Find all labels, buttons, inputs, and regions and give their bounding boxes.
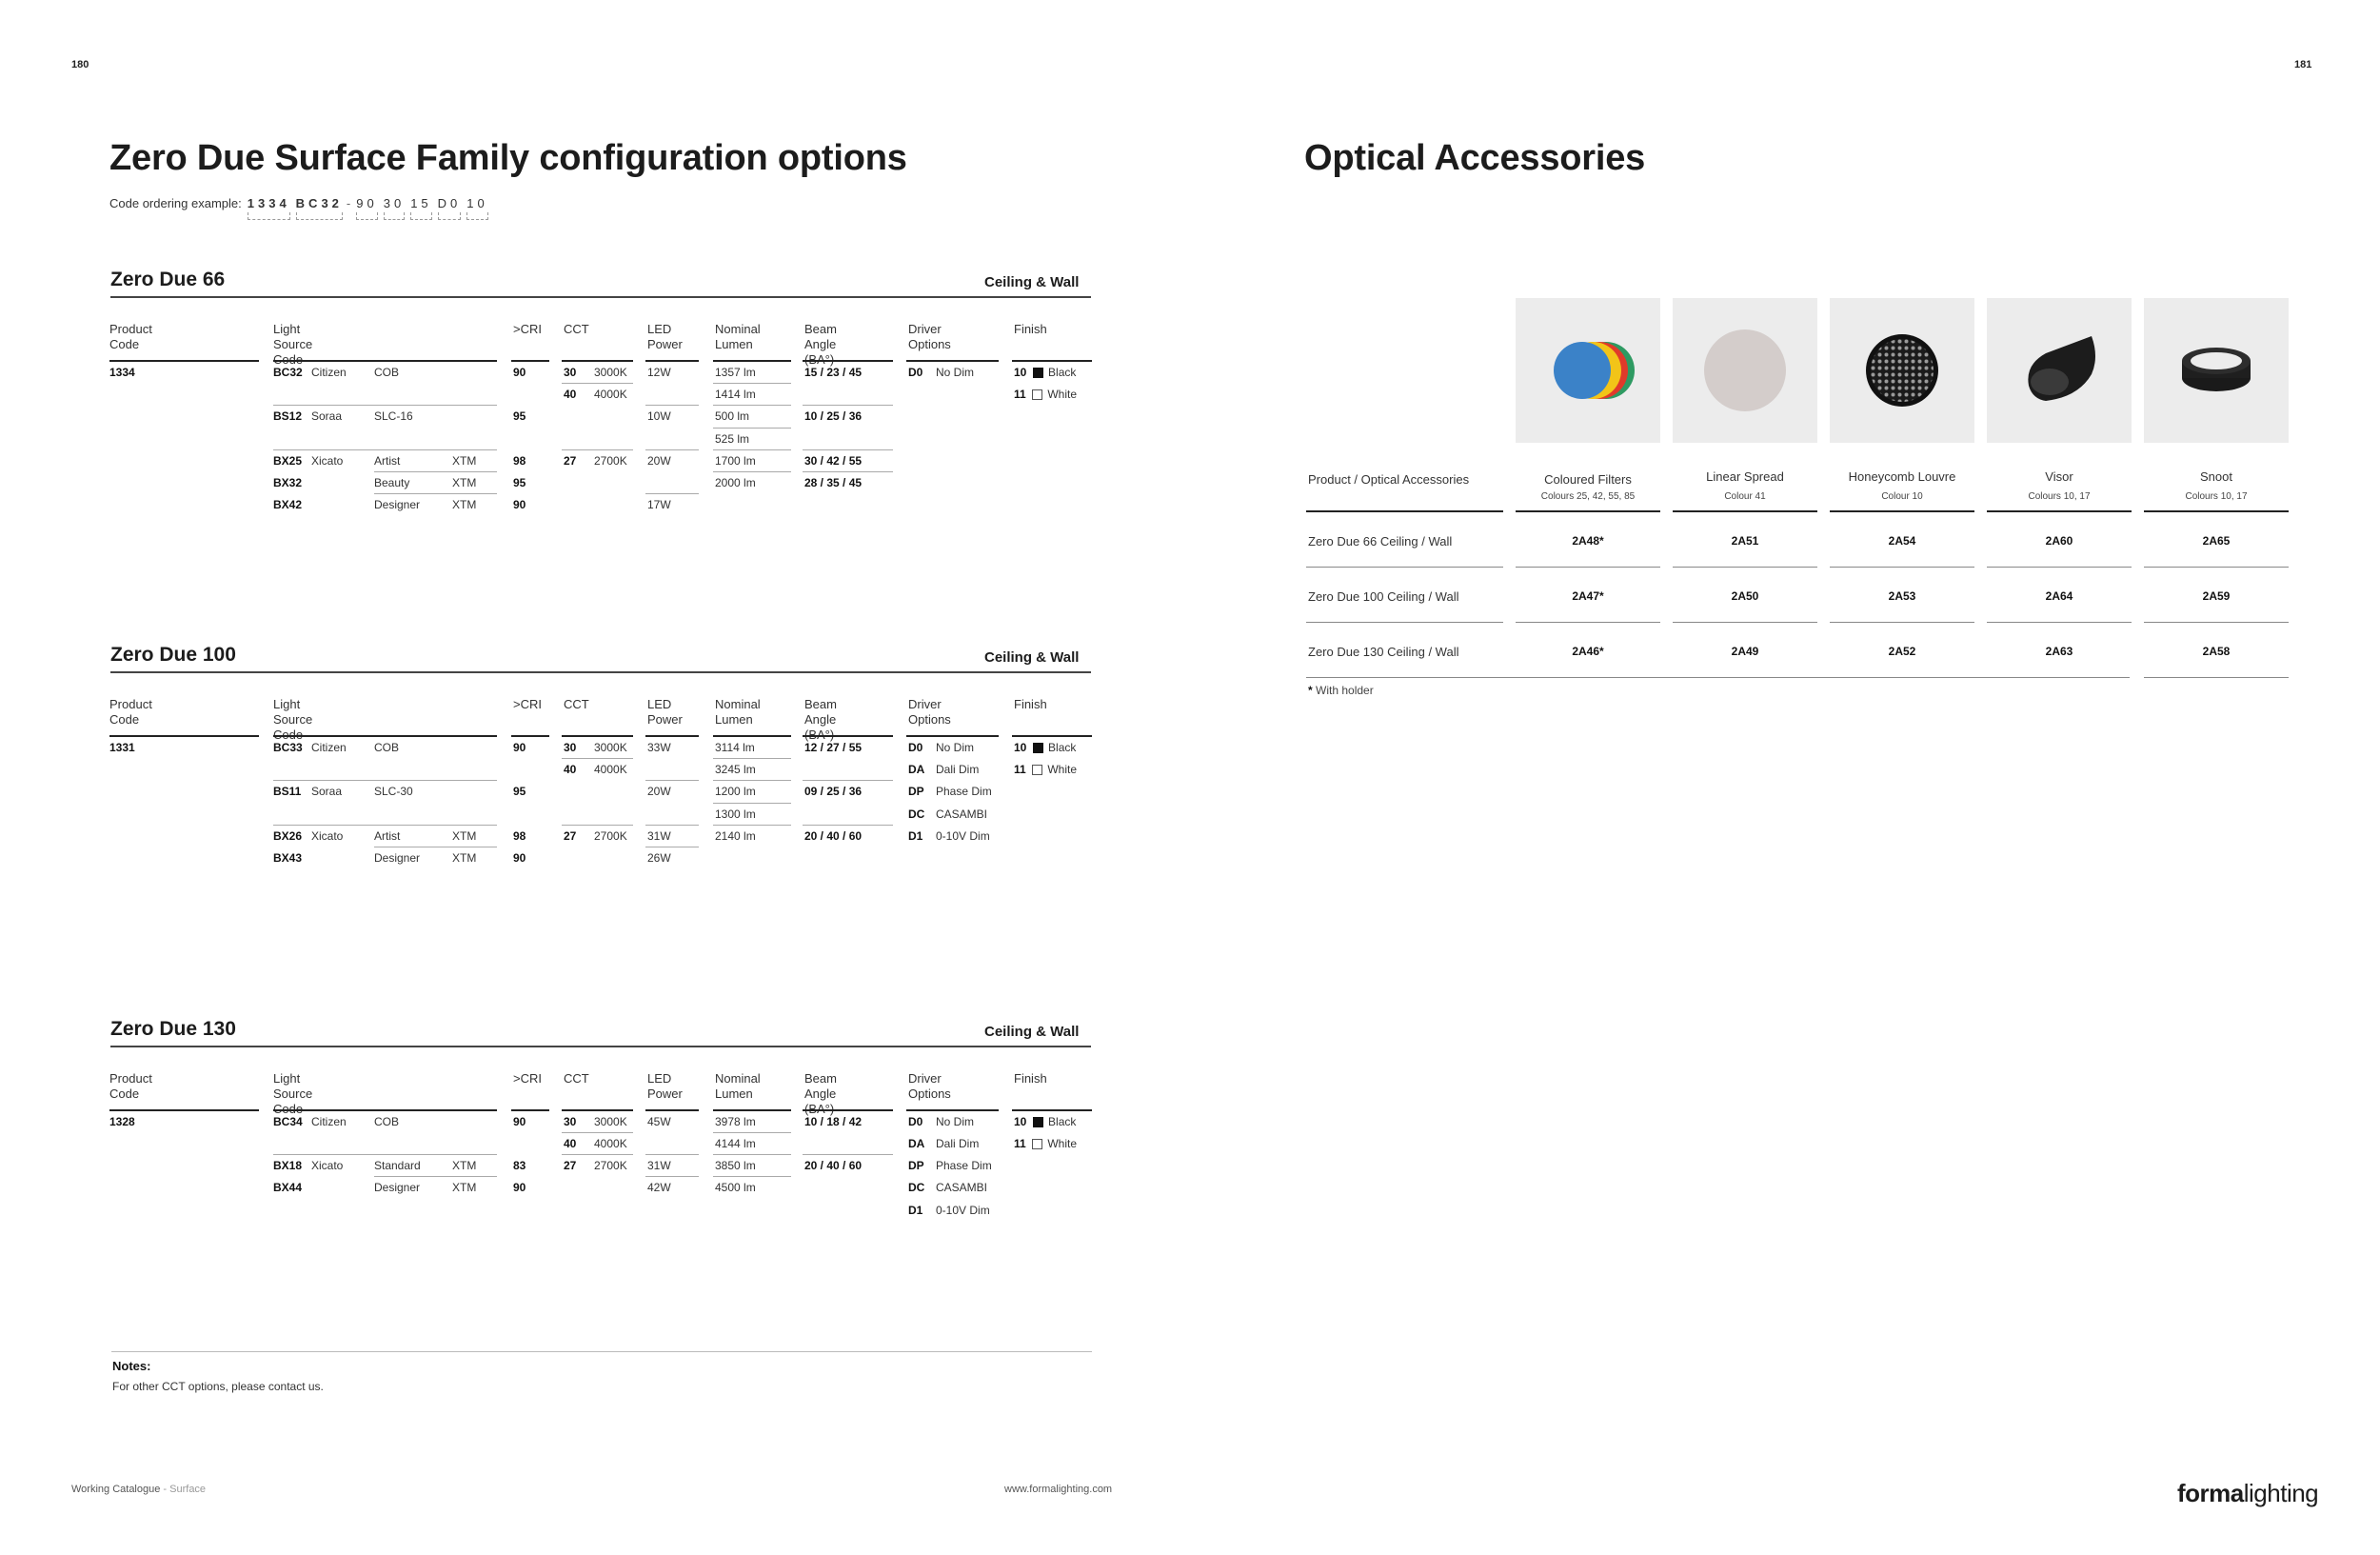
col-header: >CRI (513, 322, 542, 336)
nominal-lumen: 3245 lm (715, 763, 756, 776)
accessory-code: 2A65 (2202, 534, 2231, 548)
accessory-code: 2A48* (1572, 534, 1604, 548)
col-header: Light Source (273, 322, 313, 351)
col-header: CCT (564, 1071, 589, 1086)
section-subtitle: Ceiling & Wall (984, 649, 1080, 666)
black-swatch-icon (1033, 743, 1043, 753)
accessory-name: Honeycomb Louvre (1848, 469, 1956, 484)
cri-value: 90 (513, 741, 526, 754)
led-power: 20W (647, 785, 671, 798)
beam-angle: 09 / 25 / 36 (804, 785, 863, 798)
cct-value: 2700K (594, 829, 627, 843)
nominal-lumen: 1414 lm (715, 388, 756, 401)
cri-value: 83 (513, 1159, 526, 1172)
section-title: Zero Due 66 (110, 269, 226, 290)
col-header: Beam Angle (804, 697, 837, 727)
col-header: Nominal Lumen (715, 322, 761, 351)
footer-catalogue: Working Catalogue - Surface (71, 1484, 207, 1495)
light-source-type: COB (374, 366, 400, 379)
cri-value: 95 (513, 476, 526, 489)
honeycomb-louvre-image (1830, 298, 1974, 443)
visor-image (1987, 298, 2132, 443)
light-source-type: Beauty (374, 476, 410, 489)
light-source-code: BS12 (273, 409, 303, 423)
beam-angle: 28 / 35 / 45 (804, 476, 863, 489)
accessories-row-header: Product / Optical Accessories (1308, 472, 1470, 487)
white-swatch-icon (1032, 765, 1042, 775)
accessory-code: 2A52 (1888, 645, 1916, 658)
driver-name: Dali Dim (936, 763, 980, 776)
col-header: Nominal Lumen (715, 697, 761, 727)
code-group: D0 (438, 196, 462, 220)
accessory-colours: Colours 10, 17 (2185, 491, 2248, 502)
led-power: 17W (647, 498, 671, 511)
page-number-right: 181 (2294, 59, 2312, 70)
nominal-lumen: 2000 lm (715, 476, 756, 489)
section-title: Zero Due 100 (110, 644, 236, 666)
accessory-code: 2A64 (2045, 589, 2073, 603)
cri-value: 90 (513, 498, 526, 511)
driver-code: DA (908, 1137, 925, 1150)
light-source-variant: XTM (452, 1181, 477, 1194)
cct-value: 2700K (594, 1159, 627, 1172)
light-source-brand: Xicato (311, 454, 344, 468)
white-swatch-icon (1032, 1139, 1042, 1149)
product-code: 1334 (109, 366, 135, 379)
led-power: 31W (647, 1159, 671, 1172)
light-source-code: BX26 (273, 829, 303, 843)
accessory-row-label: Zero Due 66 Ceiling / Wall (1308, 534, 1453, 548)
code-group: 1334 (248, 196, 290, 220)
brand-logo: formalighting (2177, 1479, 2319, 1507)
footnote: * With holder (1308, 684, 1374, 697)
light-source-type: Designer (374, 498, 421, 511)
product-code: 1331 (109, 741, 135, 754)
light-source-brand: Xicato (311, 1159, 344, 1172)
cct-code: 27 (564, 1159, 577, 1172)
beam-angle: 10 / 25 / 36 (804, 409, 863, 423)
cri-value: 98 (513, 454, 526, 468)
driver-name: 0-10V Dim (936, 1204, 990, 1217)
light-source-variant: XTM (452, 454, 477, 468)
led-power: 26W (647, 851, 671, 865)
col-header: LED Power (647, 1071, 683, 1101)
light-source-brand: Citizen (311, 366, 347, 379)
light-source-brand: Soraa (311, 409, 343, 423)
col-header: Beam Angle (804, 322, 837, 351)
finish-option: 11 White (1014, 388, 1078, 401)
accessory-code: 2A63 (2045, 645, 2073, 658)
finish-option: 10 Black (1014, 1115, 1077, 1128)
accessory-name: Coloured Filters (1544, 472, 1632, 487)
light-source-code: BX42 (273, 498, 303, 511)
code-group: 30 (384, 196, 405, 220)
light-source-type: Artist (374, 454, 401, 468)
nominal-lumen: 3978 lm (715, 1115, 756, 1128)
col-header: Finish (1014, 1071, 1047, 1086)
driver-code: DC (908, 807, 925, 821)
accessory-code: 2A49 (1731, 645, 1759, 658)
accessory-name: Linear Spread (1706, 469, 1784, 484)
light-source-brand: Soraa (311, 785, 343, 798)
accessory-code: 2A59 (2202, 589, 2231, 603)
snoot-image (2144, 298, 2289, 443)
cri-value: 90 (513, 366, 526, 379)
driver-name: No Dim (936, 1115, 975, 1128)
light-source-code: BX44 (273, 1181, 303, 1194)
cct-value: 3000K (594, 1115, 627, 1128)
driver-code: DA (908, 763, 925, 776)
col-header: Driver Options (908, 322, 951, 351)
col-header: Driver Options (908, 1071, 951, 1101)
code-group: 15 (410, 196, 431, 220)
driver-name: Phase Dim (936, 785, 992, 798)
light-source-variant: XTM (452, 476, 477, 489)
light-source-code: BX43 (273, 851, 303, 865)
finish-option: 11 White (1014, 763, 1078, 776)
col-header: >CRI (513, 697, 542, 711)
light-source-variant: XTM (452, 829, 477, 843)
col-header: Product Code (109, 322, 152, 351)
notes-title: Notes: (112, 1359, 151, 1373)
led-power: 31W (647, 829, 671, 843)
nominal-lumen: 1357 lm (715, 366, 756, 379)
cri-value: 95 (513, 409, 526, 423)
beam-angle: 10 / 18 / 42 (804, 1115, 863, 1128)
page-title-left: Zero Due Surface Family configuration options (109, 138, 907, 178)
light-source-brand: Citizen (311, 741, 347, 754)
col-header: Beam Angle (804, 1071, 837, 1101)
accessory-colours: Colour 41 (1724, 491, 1766, 502)
cct-value: 3000K (594, 366, 627, 379)
accessory-row-label: Zero Due 130 Ceiling / Wall (1308, 645, 1459, 659)
nominal-lumen: 500 lm (715, 409, 750, 423)
driver-name: No Dim (936, 366, 975, 379)
white-swatch-icon (1032, 389, 1042, 400)
linear-spread-image (1673, 298, 1817, 443)
light-source-code: BX25 (273, 454, 303, 468)
driver-name: Dali Dim (936, 1137, 980, 1150)
section-subtitle: Ceiling & Wall (984, 1024, 1080, 1040)
light-source-type: COB (374, 741, 400, 754)
section-title: Zero Due 130 (110, 1018, 236, 1040)
col-header: CCT (564, 697, 589, 711)
driver-name: CASAMBI (936, 807, 988, 821)
driver-name: No Dim (936, 741, 975, 754)
cri-value: 90 (513, 851, 526, 865)
finish-option: 11 White (1014, 1137, 1078, 1150)
light-source-type: COB (374, 1115, 400, 1128)
col-header: Light Source (273, 697, 313, 727)
light-source-type: Standard (374, 1159, 421, 1172)
accessory-code: 2A58 (2202, 645, 2231, 658)
led-power: 20W (647, 454, 671, 468)
driver-code: D0 (908, 366, 923, 379)
code-ordering-example: Code ordering example: 1334 BC32 - 90 30 15 D0 10 (109, 196, 488, 220)
light-source-variant: XTM (452, 851, 477, 865)
page-number-left: 180 (71, 59, 89, 70)
cri-value: 90 (513, 1181, 526, 1194)
driver-code: D0 (908, 1115, 923, 1128)
light-source-code: BX32 (273, 476, 303, 489)
light-source-type: SLC-16 (374, 409, 413, 423)
accessory-code: 2A60 (2045, 534, 2073, 548)
beam-angle: 20 / 40 / 60 (804, 829, 863, 843)
light-source-brand: Citizen (311, 1115, 347, 1128)
black-swatch-icon (1033, 368, 1043, 378)
beam-angle: 30 / 42 / 55 (804, 454, 863, 468)
accessory-name: Visor (2045, 469, 2073, 484)
led-power: 42W (647, 1181, 671, 1194)
light-source-type: SLC-30 (374, 785, 413, 798)
code-group: 90 (356, 196, 377, 220)
light-source-variant: XTM (452, 1159, 477, 1172)
led-power: 10W (647, 409, 671, 423)
light-source-brand: Xicato (311, 829, 344, 843)
black-swatch-icon (1033, 1117, 1043, 1127)
light-source-type: Designer (374, 851, 421, 865)
accessory-row-label: Zero Due 100 Ceiling / Wall (1308, 589, 1459, 604)
accessory-colours: Colours 10, 17 (2028, 491, 2091, 502)
light-source-code: BC32 (273, 366, 303, 379)
driver-code: D1 (908, 1204, 923, 1217)
cri-value: 95 (513, 785, 526, 798)
nominal-lumen: 3114 lm (715, 741, 755, 754)
col-header: Product Code (109, 1071, 152, 1101)
code-group: BC32 (296, 196, 343, 220)
col-header: LED Power (647, 697, 683, 727)
col-header: LED Power (647, 322, 683, 351)
nominal-lumen: 2140 lm (715, 829, 756, 843)
code-group: 10 (466, 196, 487, 220)
cct-code: 40 (564, 763, 577, 776)
nominal-lumen: 1300 lm (715, 807, 756, 821)
led-power: 12W (647, 366, 671, 379)
cct-value: 3000K (594, 741, 627, 754)
cct-value: 4000K (594, 763, 627, 776)
cri-value: 98 (513, 829, 526, 843)
driver-code: D1 (908, 829, 923, 843)
accessory-code: 2A50 (1731, 589, 1759, 603)
beam-angle: 20 / 40 / 60 (804, 1159, 863, 1172)
accessory-name: Snoot (2200, 469, 2232, 484)
light-source-type: Artist (374, 829, 401, 843)
col-header: Driver Options (908, 697, 951, 727)
nominal-lumen: 1200 lm (715, 785, 756, 798)
cct-code: 27 (564, 454, 577, 468)
beam-angle: 12 / 27 / 55 (804, 741, 863, 754)
cri-value: 90 (513, 1115, 526, 1128)
cct-code: 30 (564, 366, 577, 379)
cct-value: 4000K (594, 1137, 627, 1150)
accessory-code: 2A51 (1731, 534, 1759, 548)
accessory-code: 2A53 (1888, 589, 1916, 603)
light-source-code: BS11 (273, 785, 302, 798)
cct-value: 2700K (594, 454, 627, 468)
led-power: 45W (647, 1115, 671, 1128)
col-header: >CRI (513, 1071, 542, 1086)
accessory-colours: Colours 25, 42, 55, 85 (1540, 491, 1636, 502)
page-title-right: Optical Accessories (1304, 138, 1646, 178)
col-header: CCT (564, 322, 589, 336)
light-source-type: Designer (374, 1181, 421, 1194)
notes-text: For other CCT options, please contact us. (112, 1380, 324, 1393)
driver-code: DP (908, 785, 924, 798)
light-source-code: BX18 (273, 1159, 303, 1172)
driver-code: D0 (908, 741, 923, 754)
nominal-lumen: 1700 lm (715, 454, 756, 468)
cct-code: 40 (564, 388, 577, 401)
cct-code: 30 (564, 741, 577, 754)
col-header: Product Code (109, 697, 152, 727)
driver-name: CASAMBI (936, 1181, 988, 1194)
cct-code: 27 (564, 829, 577, 843)
led-power: 33W (647, 741, 671, 754)
driver-code: DC (908, 1181, 925, 1194)
finish-option: 10 Black (1014, 741, 1077, 754)
section-subtitle: Ceiling & Wall (984, 274, 1080, 290)
footer-url[interactable]: www.formalighting.com (1004, 1484, 1113, 1495)
col-header: Nominal Lumen (715, 1071, 761, 1101)
accessory-code: 2A54 (1888, 534, 1916, 548)
coloured-filters-image (1516, 298, 1660, 443)
cct-value: 4000K (594, 388, 627, 401)
col-header: Light Source (273, 1071, 313, 1101)
cct-code: 30 (564, 1115, 577, 1128)
driver-name: 0-10V Dim (936, 829, 990, 843)
col-header: Finish (1014, 697, 1047, 711)
nominal-lumen: 3850 lm (715, 1159, 756, 1172)
light-source-variant: XTM (452, 498, 477, 511)
light-source-code: BC33 (273, 741, 303, 754)
nominal-lumen: 525 lm (715, 432, 750, 446)
col-header: Finish (1014, 322, 1047, 336)
light-source-code: BC34 (273, 1115, 303, 1128)
product-code: 1328 (109, 1115, 135, 1128)
nominal-lumen: 4144 lm (715, 1137, 756, 1150)
cct-code: 40 (564, 1137, 577, 1150)
nominal-lumen: 4500 lm (715, 1181, 756, 1194)
accessory-colours: Colour 10 (1881, 491, 1923, 502)
accessory-code: 2A47* (1572, 589, 1604, 603)
beam-angle: 15 / 23 / 45 (804, 366, 863, 379)
accessory-code: 2A46* (1572, 645, 1604, 658)
finish-option: 10 Black (1014, 366, 1077, 379)
driver-name: Phase Dim (936, 1159, 992, 1172)
code-example-label: Code ordering example: (109, 196, 242, 210)
driver-code: DP (908, 1159, 924, 1172)
